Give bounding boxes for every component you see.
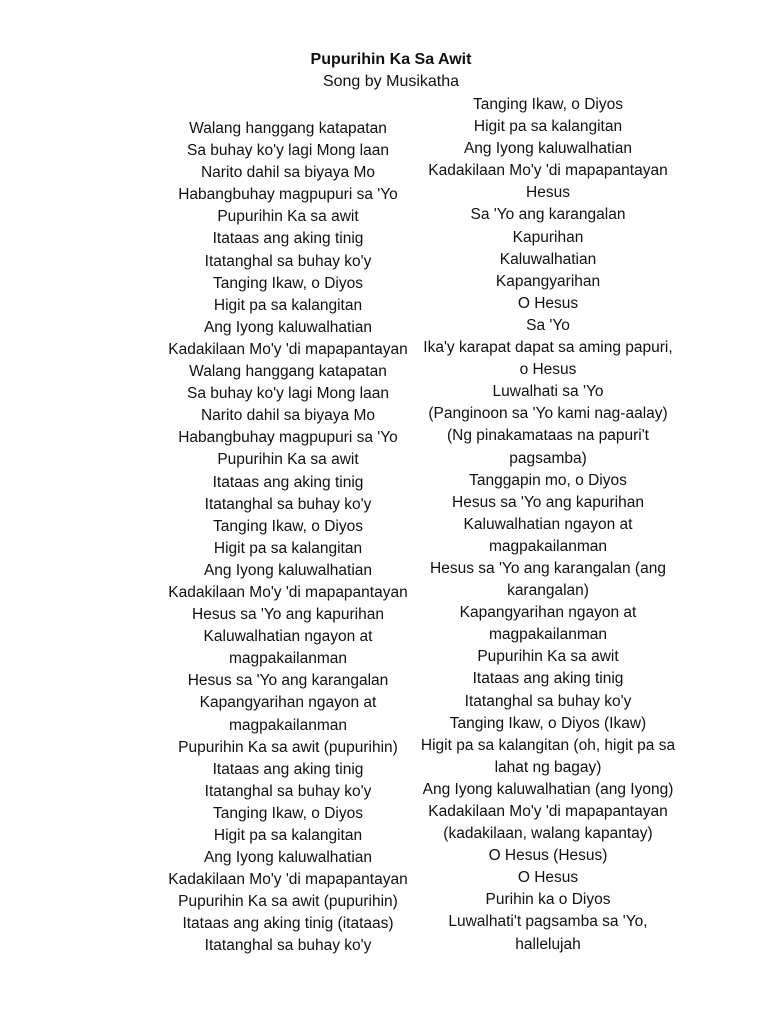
lyric-line: O Hesus (Hesus) — [488, 847, 608, 865]
lyric-line: Higit pa sa kalangitan — [213, 539, 363, 557]
lyric-line: Tanging Ikaw, o Diyos — [213, 804, 363, 822]
lyric-line: Higit pa sa kalangitan (oh, higit pa sa — [420, 736, 676, 754]
lyric-line: Higit pa sa kalangitan — [213, 296, 363, 314]
lyric-line: karangalan) — [507, 582, 589, 600]
lyric-line: magpakailanman — [228, 716, 348, 734]
lyric-line: (Panginoon sa 'Yo kami nag-aalay) — [428, 405, 668, 423]
lyric-line: Tanggapin mo, o Diyos — [469, 471, 627, 489]
lyric-line: Kadakilaan Mo'y 'di mapapantayan — [428, 803, 668, 820]
lyric-line: Kapangyarihan — [495, 272, 601, 290]
lyric-line: Kadakilaan Mo'y 'di mapapantayan — [168, 583, 408, 601]
lyric-line: Luwalhati sa 'Yo — [492, 383, 604, 401]
lyric-line: Narito dahil sa biyaya Mo — [200, 407, 376, 425]
lyrics-column-right — [398, 94, 698, 956]
lyric-line: Tanging Ikaw, o Diyos — [213, 517, 363, 535]
lyric-line: Itataas ang aking tinig (itataas) — [182, 915, 394, 933]
lyric-line: Pupurihin Ka sa awit — [217, 208, 359, 226]
lyric-line: hallelujah — [515, 935, 581, 953]
lyric-line: Kapurihan — [512, 228, 584, 246]
lyric-line: (kadakilaan, walang kapantay) — [443, 825, 653, 843]
lyric-line: Ang Iyong kaluwalhatian (ang Iyong) — [422, 780, 674, 798]
lyric-line: Itataas ang aking tinig — [212, 473, 364, 491]
lyric-line: Sa buhay ko'y lagi Mong laan — [186, 385, 389, 403]
lyric-line: Tanging Ikaw, o Diyos — [473, 96, 623, 113]
lyric-line: Pupurihin Ka sa awit (pupurihin) — [178, 893, 398, 911]
lyric-line: Itataas ang aking tinig — [472, 670, 624, 688]
lyric-line: Ang Iyong kaluwalhatian — [203, 561, 373, 579]
lyric-line: Ang Iyong kaluwalhatian — [203, 849, 373, 867]
lyric-line: Hesus sa 'Yo ang karangalan — [187, 672, 389, 690]
lyric-line: magpakailanman — [488, 626, 608, 644]
lyric-line: Ika'y karapat dapat sa aming papuri, — [423, 339, 673, 357]
lyric-line: Tanging Ikaw, o Diyos (Ikaw) — [449, 714, 647, 732]
lyric-line: Habangbuhay magpupuri sa 'Yo — [178, 429, 398, 447]
lyric-line: Sa 'Yo — [526, 316, 570, 334]
lyric-line: lahat ng bagay) — [494, 758, 602, 776]
lyric-line: O Hesus — [517, 294, 579, 312]
lyric-line: Sa buhay ko'y lagi Mong laan — [186, 142, 389, 160]
lyric-line: Habangbuhay magpupuri sa 'Yo — [178, 186, 398, 204]
lyric-line: Itataas ang aking tinig — [212, 230, 364, 248]
lyric-line: Hesus sa 'Yo ang kapurihan — [192, 606, 384, 624]
lyric-line: (Ng pinakamataas na papuri't — [447, 427, 649, 445]
lyric-line: Tanging Ikaw, o Diyos — [213, 274, 363, 292]
lyric-line: Luwalhati't pagsamba sa 'Yo, — [448, 913, 648, 931]
lyric-line: Hesus — [526, 184, 570, 202]
lyric-line: Kapangyarihan ngayon at — [459, 604, 637, 622]
lyric-line: Narito dahil sa biyaya Mo — [200, 164, 376, 182]
lyric-line: Higit pa sa kalangitan — [473, 118, 623, 136]
lyric-line: Pupurihin Ka sa awit — [217, 451, 359, 469]
lyric-line: Itatanghal sa buhay ko'y — [204, 937, 372, 955]
lyric-line: Itataas ang aking tinig — [212, 760, 364, 778]
lyric-line: Walang hanggang katapatan — [189, 363, 387, 381]
lyric-line: Purihin ka o Diyos — [485, 891, 611, 909]
lyric-line: Hesus sa 'Yo ang karangalan (ang — [430, 559, 666, 577]
lyric-line: Kadakilaan Mo'y 'di mapapantayan — [428, 162, 668, 180]
lyric-line: Itatanghal sa buhay ko'y — [204, 252, 372, 270]
lyric-line: Kadakilaan Mo'y 'di mapapantayan — [168, 871, 408, 889]
lyric-line: Ang Iyong kaluwalhatian — [203, 318, 373, 336]
lyric-line: Pupurihin Ka sa awit — [477, 648, 619, 666]
lyric-line: magpakailanman — [228, 650, 348, 668]
lyric-line: Kaluwalhatian ngayon at — [203, 628, 373, 646]
song-title: Pupurihin Ka Sa Awit — [310, 51, 472, 68]
lyric-line: Itatanghal sa buhay ko'y — [204, 495, 372, 513]
lyric-line: Kaluwalhatian — [499, 250, 597, 268]
lyric-line: Hesus sa 'Yo ang kapurihan — [452, 493, 644, 511]
lyric-line: Pupurihin Ka sa awit (pupurihin) — [178, 738, 398, 756]
lyric-line: Sa 'Yo ang karangalan — [470, 206, 626, 224]
lyric-line: Kadakilaan Mo'y 'di mapapantayan — [168, 340, 408, 358]
lyric-line: magpakailanman — [488, 537, 608, 555]
lyric-line: Kaluwalhatian ngayon at — [463, 515, 633, 533]
lyric-line: Itatanghal sa buhay ko'y — [464, 692, 632, 710]
lyric-line: Ang Iyong kaluwalhatian — [463, 140, 633, 158]
lyric-line: pagsamba) — [509, 449, 587, 467]
lyric-line: O Hesus — [517, 869, 579, 887]
lyric-line: Walang hanggang katapatan — [189, 120, 387, 137]
lyric-line: Itatanghal sa buhay ko'y — [204, 782, 372, 800]
lyric-line: Kapangyarihan ngayon at — [199, 694, 377, 712]
lyric-line: o Hesus — [519, 361, 577, 379]
song-subtitle: Song by Musikatha — [322, 73, 460, 90]
lyric-line: Higit pa sa kalangitan — [213, 827, 363, 844]
